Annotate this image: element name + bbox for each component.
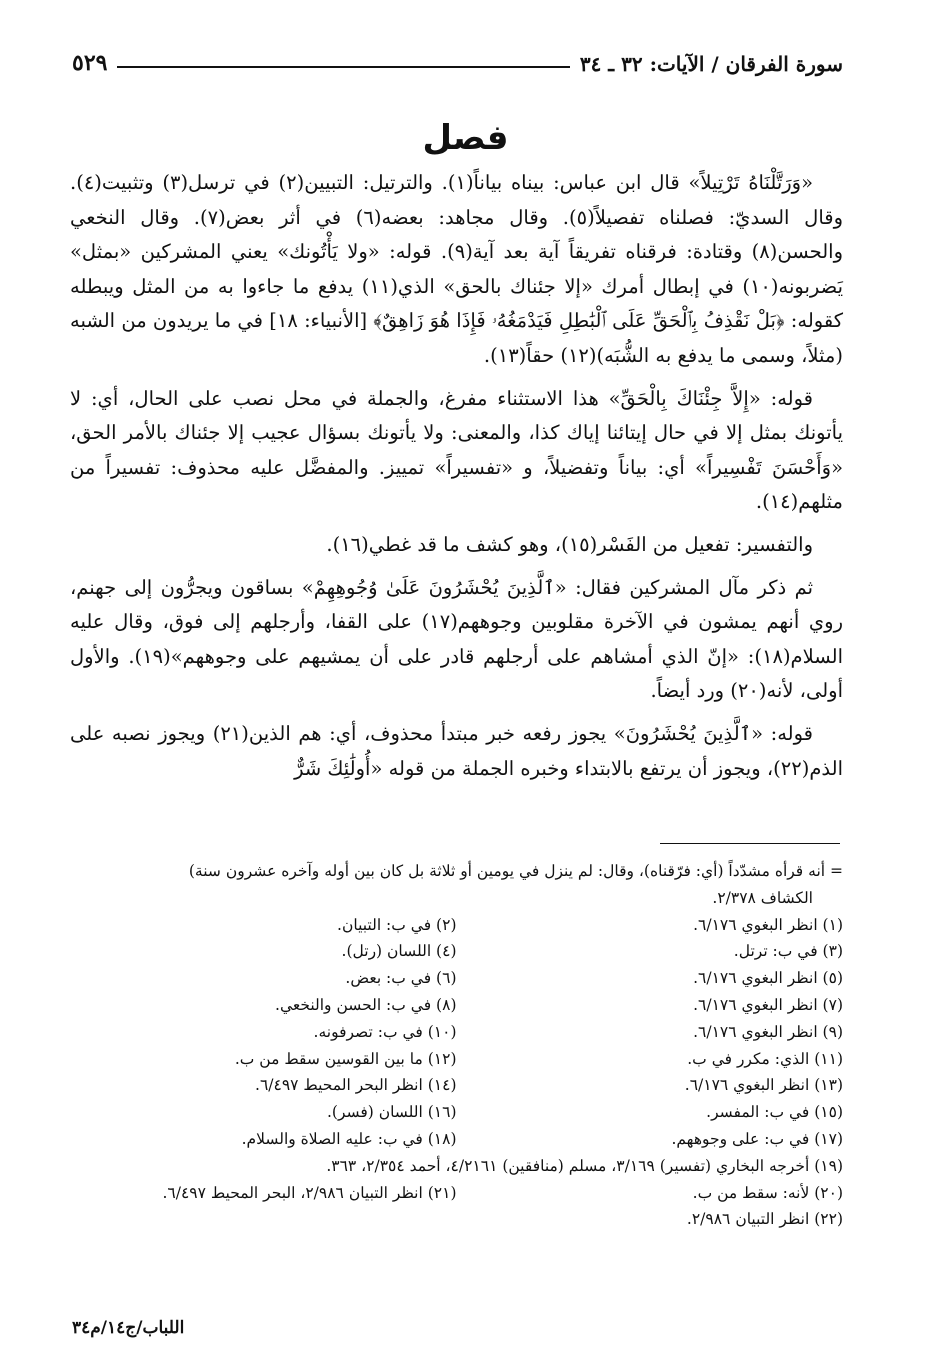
running-head xyxy=(72,28,843,76)
footnote-row xyxy=(70,1072,843,1099)
footnote: (٨) في ب: الحسن والنخعي. xyxy=(275,995,457,1014)
footnote-line: = أنه قرأه مشدّداً (أي: فرّقناه)، وقال: لم ينزل في يومين أو ثلاثة بل كان بين أوله وآخره عشرون سنة) xyxy=(188,862,843,880)
paragraph: قوله: «إِلاَّ جِئْنَاكَ بِالْحَقِّ» هذا الاستثناء مفرغ، والجملة في محل نصب على الحال، أي: لا يأتونك بمثل إلا في حال إيتائنا إياك كذا، والمعنى: ولا يأتونك بسؤال عجيب إلا جئناك بالأمر الحق، «وَأَحْسَنَ تَفْسِيراً» أي: بياناً وتفضيلاً، و «تفسيراً» تمييز. والمفضَّل عليه محذوف: تفسيراً من مثلهم(١٤). xyxy=(70,386,843,514)
surah-title: سورة الفرقان / الآيات: ٣٢ ـ ٣٤ xyxy=(579,52,843,76)
footnote-line: الكشاف ٢/٣٧٨. xyxy=(712,888,813,907)
footnote: (٧) انظر البغوي ٦/١٧٦. xyxy=(693,995,843,1014)
footnote: (٢٠) لأنه: سقط من ب. xyxy=(692,1183,843,1202)
footnote: (٣) في ب: ترتل. xyxy=(733,942,843,961)
footnote-continuation xyxy=(70,858,843,912)
paragraph: «وَرَتَّلْنَاهُ تَرْتِيلاً» قال ابن عباس: بيناه بياناً(١). والترتيل: التبيين(٢) في ترسل(٣) وتثبيت(٤). وقال السديّ: فصلناه تفصيلاً(٥). وقال مجاهد: بعضه(٦) في أثر بعض(٧). وقال النخعي والحسن(٨) وقتادة: فرقناه تفريقاً آية بعد آية(٩). قوله: «ولا يَأْتُونك» يعني المشركين «بمثل» يَضربونه(١٠) في إبطال أمرك «إلا جئناك بالحق» الذي(١١) يدفع ما جاءوا به من المثل ويبطله كقوله: ﴿بَلْ نَقْذِفُ بِٱلْحَقِّ عَلَى ٱلْبَٰطِلِ فَيَدْمَغُهُۥ فَإِذَا هُوَ زَاهِقٌ﴾ [الأنبياء: ١٨] في ما يريدون من الشبه (مثلاً، وسمى ما يدفع به الشُّبَه)(١٢) حقاً(١٣). xyxy=(70,171,844,367)
footnote: (١٢) ما بين القوسين سقط من ب. xyxy=(234,1049,457,1068)
page-number: ٥٢٩ xyxy=(72,50,108,76)
paragraph: والتفسير: تفعيل من الفَسْر(١٥)، وهو كشف ما قد غطي(١٦). xyxy=(326,532,813,556)
paragraph: ثم ذكر مآل المشركين فقال: «ٱلَّذِينَ يُحْشَرُونَ عَلَىٰ وُجُوهِهِمْ» بساقون ويجرُّون إلى جهنم، روي أنهم يمشون في الآخرة مقلوبين وجوههم(١٧) على القفا، وأرجلهم إلى فوق، وقال عليه السلام(١٨): «إنّ الذي أمشاهم على أرجلهم قادر على أن يمشيهم على وجوههم»(١٩). والأول أولى، لأنه(٢٠) ورد أيضاً. xyxy=(70,575,844,703)
footnote: (٤) اللسان (رتل). xyxy=(341,942,457,961)
footnote: (١٣) انظر البغوي ٦/١٧٦. xyxy=(684,1076,843,1095)
footnotes xyxy=(70,858,843,1233)
volume-signature: اللباب/ج١٤/م٣٤ xyxy=(72,1318,185,1338)
footnote: (١٦) اللسان (فسر). xyxy=(326,1103,457,1122)
footnote: (٢١) انظر التبيان ٢/٩٨٦، البحر المحيط ٦/٤٩٧. xyxy=(162,1183,457,1202)
footnote: (٩) انظر البغوي ٦/١٧٦. xyxy=(693,1022,843,1041)
footnote-separator xyxy=(660,843,840,844)
footnote: (١٠) في ب: تصرفونه. xyxy=(313,1022,457,1041)
footnote: (١٨) في ب: عليه الصلاة والسلام. xyxy=(241,1129,457,1148)
section-title: فصل xyxy=(422,118,509,158)
footnote: (١٥) في ب: المفسر. xyxy=(706,1103,843,1122)
footnote: (١٧) في ب: على وجوههم. xyxy=(671,1129,843,1148)
footnote: (٢٢) انظر التبيان ٢/٩٨٦. xyxy=(686,1210,843,1229)
footnote-row xyxy=(70,1099,843,1126)
footnote: (١٩) أخرجه البخاري (تفسير) ٣/١٦٩، مسلم (منافقين) ٤/٢١٦١، أحمد ٢/٣٥٤، ٣٦٣. xyxy=(326,1156,843,1175)
footnote: (١) انظر البغوي ٦/١٧٦. xyxy=(693,915,843,934)
header-rule xyxy=(117,66,569,68)
footnote: (٢) في ب: التبيان. xyxy=(337,915,457,934)
footnote-row xyxy=(70,992,843,1019)
footnote-row xyxy=(70,1126,843,1153)
paragraph: قوله: «ٱلَّذِينَ يُحْشَرُونَ» يجوز رفعه خبر مبتدأ محذوف، أي: هم الذين(٢١) ويجوز نصبه على الذم(٢٢)، ويجوز أن يرتفع بالابتداء وخبره الجملة من قوله «أُولَٰئِكَ شَرٌّ xyxy=(70,721,843,780)
footnote: (١٤) انظر البحر المحيط ٦/٤٩٧. xyxy=(255,1076,457,1095)
footnote: (١١) الذي: مكرر في ب. xyxy=(687,1049,843,1068)
footnote: (٥) انظر البغوي ٦/١٧٦. xyxy=(693,969,843,988)
footnote-row xyxy=(70,1180,843,1207)
footnote: (٦) في ب: بعض. xyxy=(345,969,457,988)
main-text xyxy=(70,166,843,794)
footnote-row xyxy=(70,965,843,992)
footnote-row xyxy=(70,912,843,939)
footnote-row xyxy=(70,938,843,965)
footnote-row xyxy=(70,1019,843,1046)
footnote-row xyxy=(70,1046,843,1073)
